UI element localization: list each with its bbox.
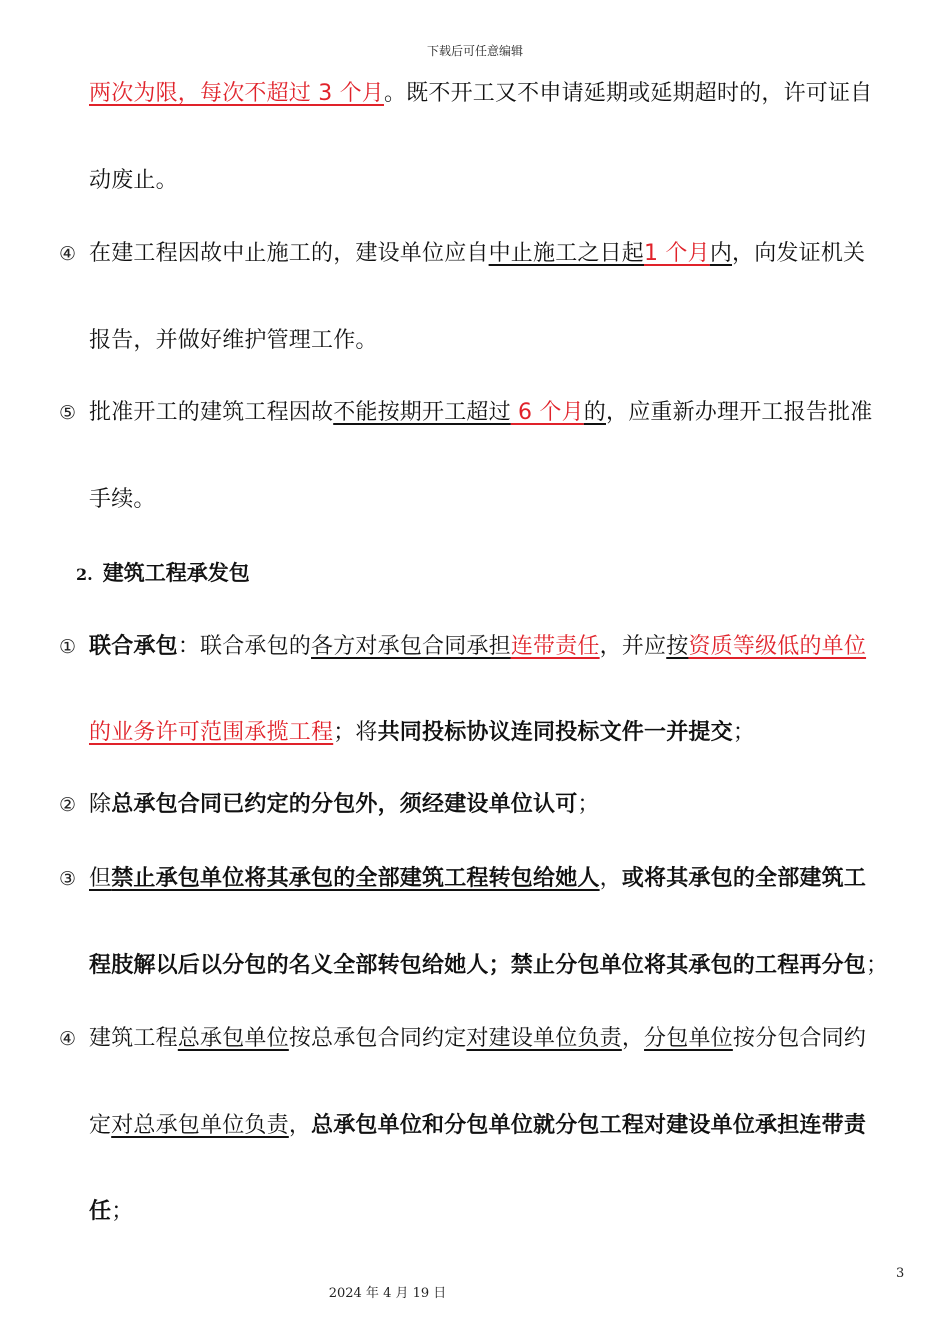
text-span: ；	[866, 953, 889, 978]
text-span: 总承包单位和分包单位就分包工程对建设单位承担连带责	[311, 1113, 867, 1138]
text-line-12	[89, 1024, 866, 1054]
text-line-6: 手续。	[89, 487, 156, 512]
text-span: ，	[621, 1026, 645, 1051]
text-span: 在建工程因故中止施工的，建设单位应自	[89, 241, 489, 266]
text-span: 按总承包合同约定	[288, 1026, 467, 1051]
text-span: ；将	[333, 720, 378, 745]
text-span: 的业务许可范围承揽工程	[89, 720, 334, 745]
text-line-8	[89, 718, 755, 748]
footer-date: 2024 年 4 月 19 日	[328, 1286, 447, 1301]
item-number: ①	[59, 636, 77, 658]
text-line-11	[89, 951, 888, 981]
text-span: 共同投标协议连同投标文件一并提交	[377, 720, 733, 745]
text-span: 总承包合同已约定的分包外，须经建设单位认可	[111, 792, 578, 817]
text-span: ，向发证机关	[732, 241, 866, 266]
text-line-9	[89, 790, 600, 820]
text-span: 禁止承包单位将其承包的全部建筑工程转包给她人	[111, 866, 600, 891]
text-span: ，	[599, 866, 622, 891]
section-title: 建筑工程承发包	[102, 561, 250, 585]
text-span: 除	[89, 792, 112, 817]
text-span: 联合承包	[89, 634, 178, 659]
text-span: 两次为限，每次不超过 3 个月	[89, 81, 384, 106]
item-number: ④	[59, 243, 77, 265]
text-span: 连带责任	[510, 634, 600, 659]
item-number: ③	[59, 868, 77, 890]
text-span: 不能按期开工超过	[333, 400, 511, 425]
page-number: 3	[896, 1266, 905, 1281]
text-line-2: 动废止。	[89, 168, 178, 193]
text-span: 内	[709, 241, 733, 266]
item-number: ⑤	[59, 402, 77, 424]
text-span: 批准开工的建筑工程因故	[89, 400, 334, 425]
text-line-10	[89, 864, 866, 894]
text-span: 1 个月	[644, 241, 710, 266]
text-span: 按分包合同约	[732, 1026, 867, 1051]
text-span: ；	[111, 1199, 134, 1224]
text-line-5	[89, 398, 872, 428]
text-span: 但	[89, 866, 112, 891]
text-span: ，	[288, 1113, 312, 1138]
text-span: 对建设单位负责	[466, 1026, 622, 1051]
text-line-1	[89, 79, 872, 109]
text-span: 中止施工之日起	[488, 241, 645, 266]
text-span: 或将其承包的全部建筑工	[621, 866, 867, 891]
text-span: 的	[583, 400, 606, 425]
text-span: 建筑工程	[89, 1026, 178, 1051]
text-span: ；	[577, 792, 600, 817]
text-span: 6 个月	[510, 400, 584, 425]
text-span: 对总承包单位负责	[111, 1113, 289, 1138]
text-span: 。既不开工又不申请延期或延期超时的，许可证自	[383, 81, 873, 106]
text-span: 程肢解以后以分包的名义全部转包给她人；禁止分包单位将其承包的工程再分包	[89, 953, 867, 978]
text-span: 分包单位	[644, 1026, 733, 1051]
text-span: 任	[89, 1199, 112, 1224]
text-line-7	[89, 632, 866, 662]
text-line-14	[89, 1197, 133, 1227]
item-number: ④	[59, 1028, 77, 1050]
item-number: ②	[59, 794, 77, 816]
text-line-13	[89, 1111, 866, 1141]
text-span: ，并应	[599, 634, 667, 659]
text-span: ，应重新办理开工报告批准	[606, 400, 873, 425]
text-span: ；	[732, 720, 756, 745]
page-header: 下载后可任意编辑	[426, 44, 523, 58]
text-line-3	[89, 239, 865, 269]
text-span: ：联合承包的	[177, 634, 312, 659]
text-span: 资质等级低的单位	[688, 634, 867, 659]
section-number: 2.	[76, 565, 93, 584]
text-span: 按	[666, 634, 689, 659]
section-heading	[76, 558, 250, 590]
text-span: 各方对承包合同承担	[311, 634, 511, 659]
text-line-4: 报告，并做好维护管理工作。	[89, 328, 378, 353]
text-span: 定	[89, 1113, 112, 1138]
text-span: 总承包单位	[177, 1026, 289, 1051]
